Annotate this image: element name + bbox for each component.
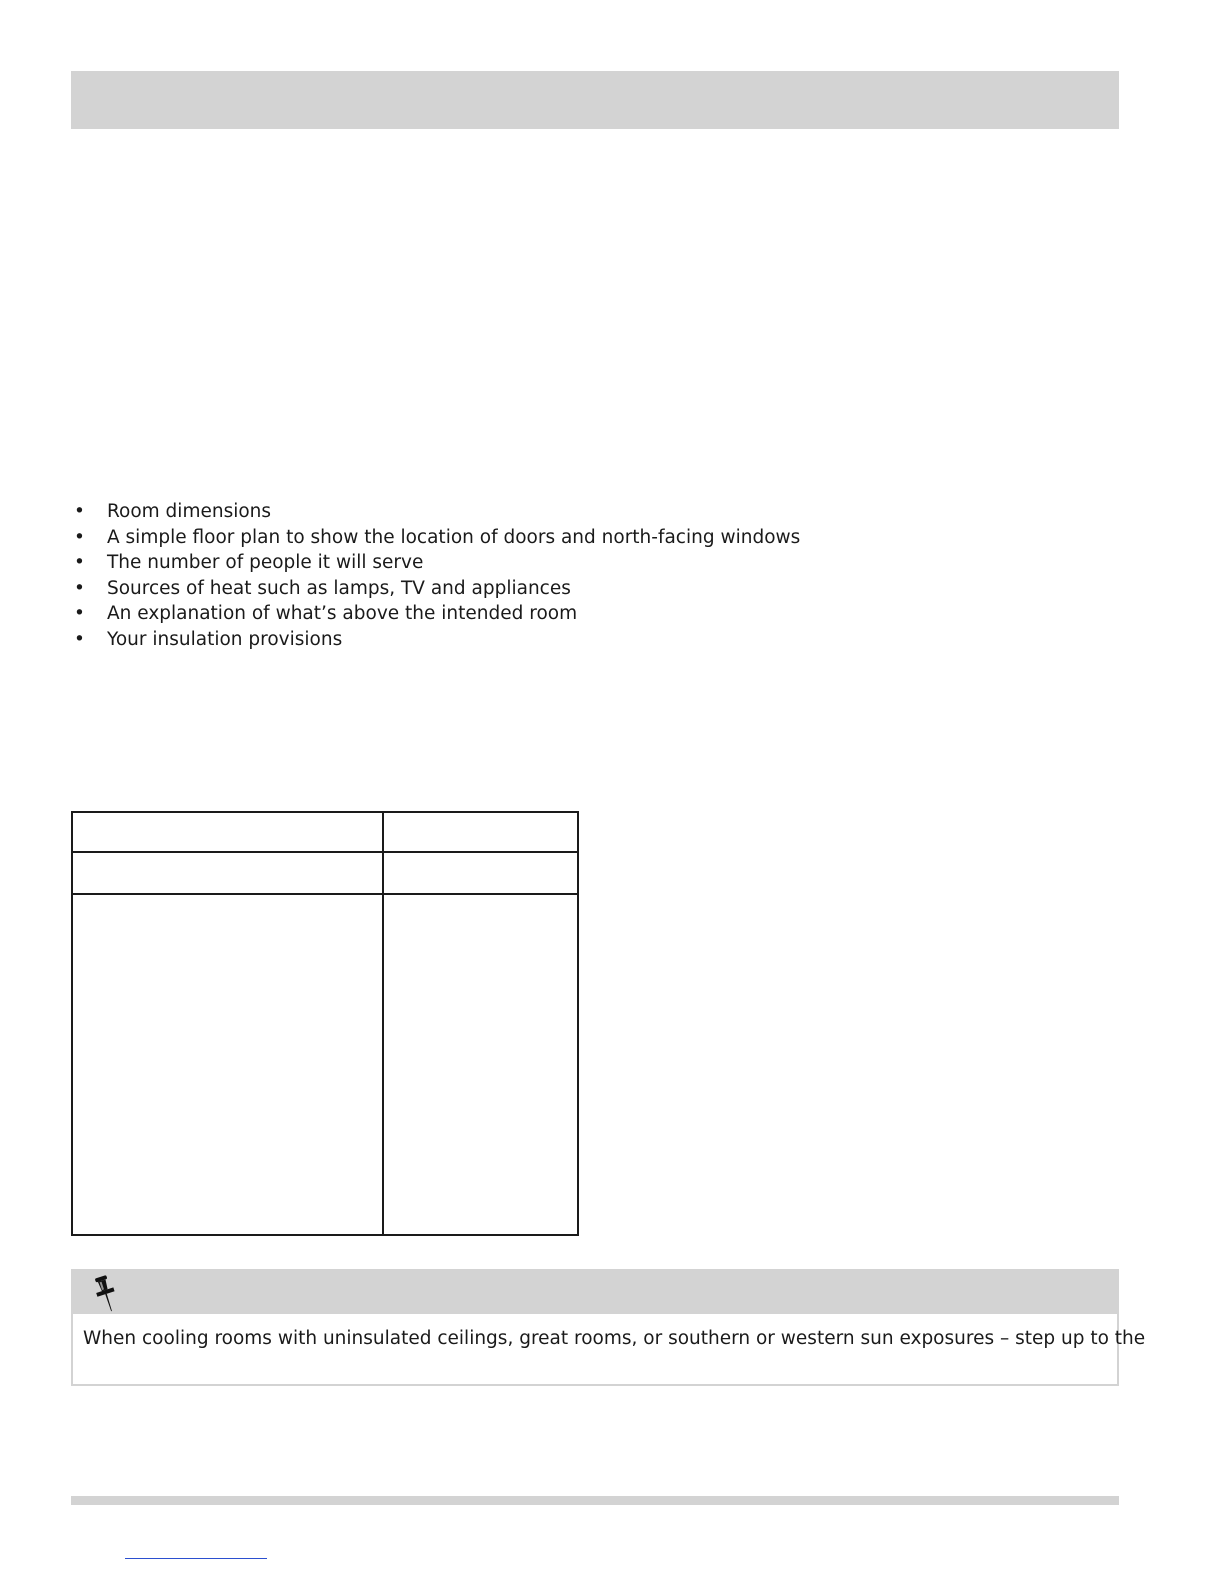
section-header-band <box>71 71 1119 129</box>
footer-link-underline[interactable] <box>125 1558 267 1559</box>
bullet-icon: • <box>74 526 85 548</box>
bullet-icon: • <box>74 501 85 522</box>
list-item <box>71 627 800 653</box>
sizing-table <box>71 811 579 1236</box>
footer-band <box>71 1496 1119 1505</box>
table-row-divider <box>73 893 577 895</box>
room-info-list <box>71 499 800 653</box>
list-item <box>71 525 800 551</box>
table-column-divider <box>382 813 384 1234</box>
list-item-text: An explanation of what’s above the intended room <box>107 603 578 625</box>
list-item <box>71 550 800 576</box>
list-item-text: Sources of heat such as lamps, TV and appliances <box>107 577 571 599</box>
note-box <box>71 1269 1146 1386</box>
list-item-text: The number of people it will serve <box>107 552 424 574</box>
pushpin-icon <box>91 1274 121 1316</box>
list-item-text: A simple floor plan to show the location of doors and north-facing windows <box>107 526 801 548</box>
bullet-icon: • <box>74 577 85 599</box>
list-item <box>71 576 800 602</box>
list-item-text: Your insulation provisions <box>107 628 343 650</box>
list-item <box>71 601 800 627</box>
list-item <box>71 499 800 525</box>
list-item-text: Room dimensions <box>107 501 272 522</box>
table-row-divider <box>73 851 577 853</box>
bullet-icon: • <box>74 603 85 625</box>
note-header <box>73 1271 1117 1314</box>
bullet-icon: • <box>74 552 85 574</box>
bullet-icon: • <box>74 628 85 650</box>
note-text: When cooling rooms with uninsulated ceilings, great rooms, or southern or western sun exposures – step up to the <box>83 1328 1146 1349</box>
